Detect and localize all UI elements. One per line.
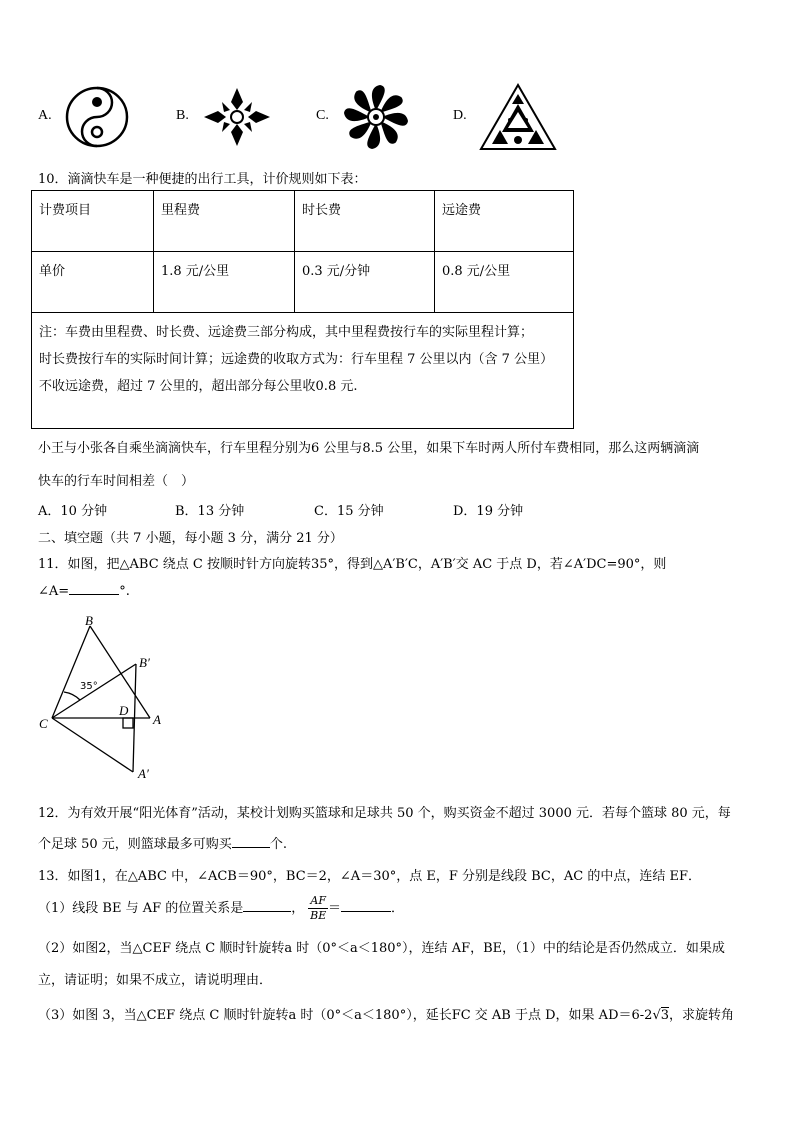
fee-table [31,190,574,429]
vertex-label-b: B [85,613,93,628]
point-label-d: D [119,703,129,718]
q11-figure [36,612,166,784]
angle-label: 35° [80,681,98,692]
q12-line1: 12．为有效开展“阳光体育”活动，某校计划购买篮球和足球共 50 个，购买资金不超过 3000 元．若每个篮球 80 元，每 [38,806,731,821]
q10-question-line: 快车的行车时间相差（ ） [38,474,195,489]
q13-p3-suffix: ，求旋转角 [669,1008,735,1023]
q12-line2-prefix: 个足球 50 元，则篮球最多可购买 [38,837,232,852]
fee-table-price-row [32,252,574,313]
fraction-numerator: AF [310,894,326,907]
note-line: 不收远途费，超过 7 公里的，超出部分每公里收0.8 元. [39,379,358,394]
q10-option-a: A．10 分钟 [38,504,108,519]
yin-yang-icon [64,86,130,148]
fraction-af-over-be [308,894,328,923]
price-cell: 1.8 元/公里 [154,252,295,313]
q10-stem: 10．滴滴快车是一种便捷的出行工具，计价规则如下表： [38,172,367,187]
q13-p1-prefix: （1）线段 BE 与 AF 的位置关系是 [38,901,244,916]
ornamental-triangle-icon [478,82,558,152]
fee-table-header-row [32,191,574,252]
fraction-denominator: BE [310,909,327,922]
note-line: 时长费按行车的实际时间计算；远途费的收取方式为：行车里程 7 公里以内（含 7 公里） [39,352,554,367]
fee-table-note-row [32,313,574,429]
vertex-label-b-prime: B′ [139,655,150,670]
fee-note [32,313,574,429]
option-a-label: A. [38,108,52,123]
q13-p1-sep: ， [291,901,305,916]
sqrt-sign: √ [652,1008,661,1023]
price-cell: 0.8 元/公里 [435,252,574,313]
option-d-label: D. [453,108,467,123]
q13-part2-line2: 立，请证明；如果不成立，请说明理由． [38,973,273,988]
q13-part3 [38,1004,734,1023]
flower-cross-icon [202,86,272,148]
price-cell: 0.3 元/分钟 [295,252,435,313]
q10-option-c: C．15 分钟 [314,504,384,519]
vertex-label-c: C [39,716,48,731]
q11-answer-suffix: °. [119,584,130,599]
price-cell: 单价 [32,252,154,313]
q10-option-d: D．19 分钟 [453,504,524,519]
section-heading: 二、填空题（共 7 小题，每小题 3 分，满分 21 分） [38,531,343,546]
q12-line2 [38,833,287,852]
answer-blank[interactable] [232,847,270,848]
note-line: 注：车费由里程费、时长费、远途费三部分构成，其中里程费按行车的实际里程计算； [39,325,534,340]
vertex-label-a: A [153,712,161,727]
q13-part2-line1: （2）如图2，当△CEF 绕点 C 顺时针旋转a 时（0°＜a＜180°），连结 AF，BE，（1）中的结论是否仍然成立．如果成 [38,941,725,956]
q13-p3-prefix: （3）如图 3，当△CEF 绕点 C 顺时针旋转a 时（0°＜a＜180°），延长FC 交 AB 于点 D，如果 AD＝6-2 [38,1008,653,1023]
header-cell: 里程费 [154,191,295,252]
q10-option-b: B．13 分钟 [175,504,245,519]
q12-line2-suffix: 个. [269,837,287,852]
q13-p1-eq: ＝ [328,901,342,916]
sqrt-radicand: 3 [660,1008,670,1023]
header-cell: 时长费 [295,191,435,252]
option-c-label: C. [316,108,329,123]
q11-line1: 11．如图，把△ABC 绕点 C 按顺时针方向旋转35°，得到△A′B′C，A′B′交 AC 于点 D，若∠A′DC=90°，则 [38,557,667,572]
option-b-label: B. [176,108,189,123]
q13-line1: 13．如图1，在△ABC 中，∠ACB＝90°，BC＝2，∠A＝30°，点 E，F 分别是线段 BC，AC 的中点，连结 EF． [38,869,701,884]
header-cell: 计费项目 [32,191,154,252]
answer-blank[interactable] [243,911,291,912]
q11-answer-line [38,584,130,599]
answer-blank[interactable] [69,594,119,595]
pinwheel-flower-icon [342,84,410,150]
q11-answer-prefix: ∠A= [38,584,70,599]
answer-blank[interactable] [341,911,391,912]
q10-question-line: 小王与小张各自乘坐滴滴快车，行车里程分别为6 公里与8.5 公里，如果下车时两人所付车费相同，那么这两辆滴滴 [38,441,700,456]
header-cell: 远途费 [435,191,574,252]
q13-part1 [38,894,404,923]
q13-p1-end: ． [391,901,405,916]
vertex-label-a-prime: A′ [138,766,149,781]
